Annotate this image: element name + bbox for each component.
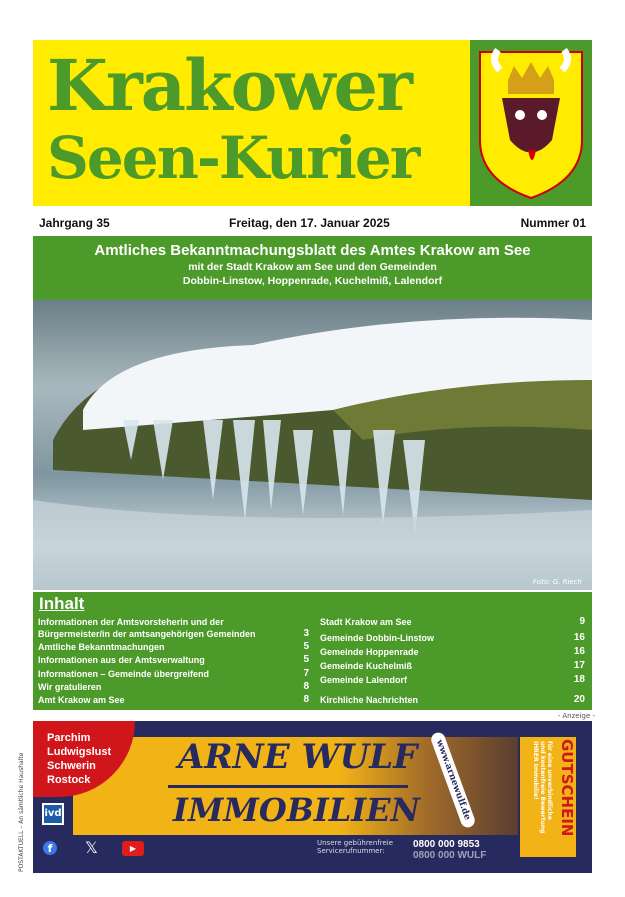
ad-label: - Anzeige - — [557, 712, 595, 720]
x-icon[interactable]: 𝕏 — [85, 838, 98, 857]
toc-entry-page: 16 — [573, 632, 585, 643]
voucher-title: GUTSCHEIN — [558, 739, 576, 837]
phone-numbers — [413, 839, 486, 861]
facebook-icon[interactable]: f — [43, 841, 57, 855]
toc-entry-label: Gemeinde Kuchelmiß — [320, 661, 413, 671]
advertisement[interactable] — [33, 721, 592, 873]
toc-entry-label: Kirchliche Nachrichten — [320, 695, 419, 705]
toc-entry-page: 8 — [303, 694, 309, 705]
photo-credit: Foto: G. Riech — [532, 578, 582, 586]
coat-of-arms — [470, 40, 592, 206]
title-line2: Seen-Kurier — [47, 124, 419, 192]
distribution-note: POSTAKTUELL – An sämtliche Haushalte — [18, 752, 25, 872]
toc-entry-page: 17 — [573, 660, 585, 671]
youtube-icon[interactable]: ▶ — [122, 841, 144, 856]
service-label — [317, 839, 393, 855]
phone-number: 0800 000 9853 — [413, 839, 480, 850]
banner-municipalities: Dobbin-Linstow, Hoppenrade, Kuchelmiß, Lalendorf — [182, 275, 443, 287]
service-label-line: Servicerufnummer: — [317, 847, 385, 855]
toc-entry-page: 20 — [573, 694, 585, 705]
service-label-line: Unsere gebührenfreie — [317, 839, 394, 847]
banner-title: Amtliches Bekanntmachungsblatt des Amtes Krakow am See — [94, 242, 531, 259]
toc-entry-page: 8 — [303, 681, 309, 692]
toc-entry-label: Gemeinde Dobbin-Linstow — [320, 633, 434, 643]
masthead — [33, 40, 470, 206]
city: Schwerin — [47, 760, 96, 772]
toc-entry-page: 3 — [303, 628, 309, 639]
toc-entry-label: Bürgermeister/in der amtsangehörigen Gemeinden — [38, 629, 256, 639]
toc-entry-label: Amt Krakow am See — [38, 695, 125, 705]
voucher-text-line: für eine unverbindliche — [546, 741, 553, 820]
voucher-text-line: und kostenfreie Bewertung — [539, 741, 546, 834]
volume: Jahrgang 35 — [39, 216, 110, 230]
city-list — [47, 731, 111, 787]
banner-subtitle: mit der Stadt Krakow am See und den Gemeinden — [188, 261, 437, 273]
divider — [168, 785, 408, 788]
title-line1: Krakower — [47, 44, 411, 127]
city: Parchim — [47, 732, 91, 744]
issue-date: Freitag, den 17. Januar 2025 — [229, 216, 390, 230]
toc-entry-page: 5 — [303, 641, 309, 652]
cover-photo — [33, 300, 592, 590]
toc-heading: Inhalt — [39, 594, 85, 613]
toc-entry-label: Gemeinde Lalendorf — [320, 675, 408, 685]
toc-entry-label: Informationen aus der Amtsverwaltung — [38, 655, 205, 665]
toc-entry-page: 9 — [579, 616, 585, 627]
toc-entry-page: 16 — [573, 646, 585, 657]
toc-entry-label: Amtliche Bekanntmachungen — [38, 642, 165, 652]
city: Rostock — [47, 774, 91, 786]
toc-entry-label: Stadt Krakow am See — [320, 617, 412, 627]
toc-entry-label: Gemeinde Hoppenrade — [320, 647, 419, 657]
voucher-text-line: IHRER Immobilie! — [532, 741, 539, 800]
phone-number-alt: 0800 000 WULF — [413, 850, 487, 861]
issue-number: Nummer 01 — [520, 216, 586, 230]
ad-name-line2: IMMOBILIEN — [173, 791, 420, 829]
toc-entry-label: Wir gratulieren — [38, 682, 102, 692]
ivd-logo: ivd — [42, 803, 64, 825]
toc-entry-page: 7 — [303, 668, 309, 679]
city: Ludwigslust — [47, 746, 112, 758]
voucher-text — [532, 741, 553, 833]
toc-entry-label: Informationen der Amtsvorsteherin und der — [38, 617, 224, 627]
banner — [33, 236, 592, 300]
issue-info — [33, 214, 592, 232]
ad-name-line1: ARNE WULF — [178, 737, 418, 777]
toc-entry-page: 18 — [573, 674, 585, 685]
toc-entry-page: 5 — [303, 654, 309, 665]
toc-entry-label: Informationen – Gemeinde übergreifend — [38, 669, 210, 679]
table-of-contents — [33, 592, 592, 710]
website-link[interactable]: www.arnewulf.de — [429, 731, 476, 830]
